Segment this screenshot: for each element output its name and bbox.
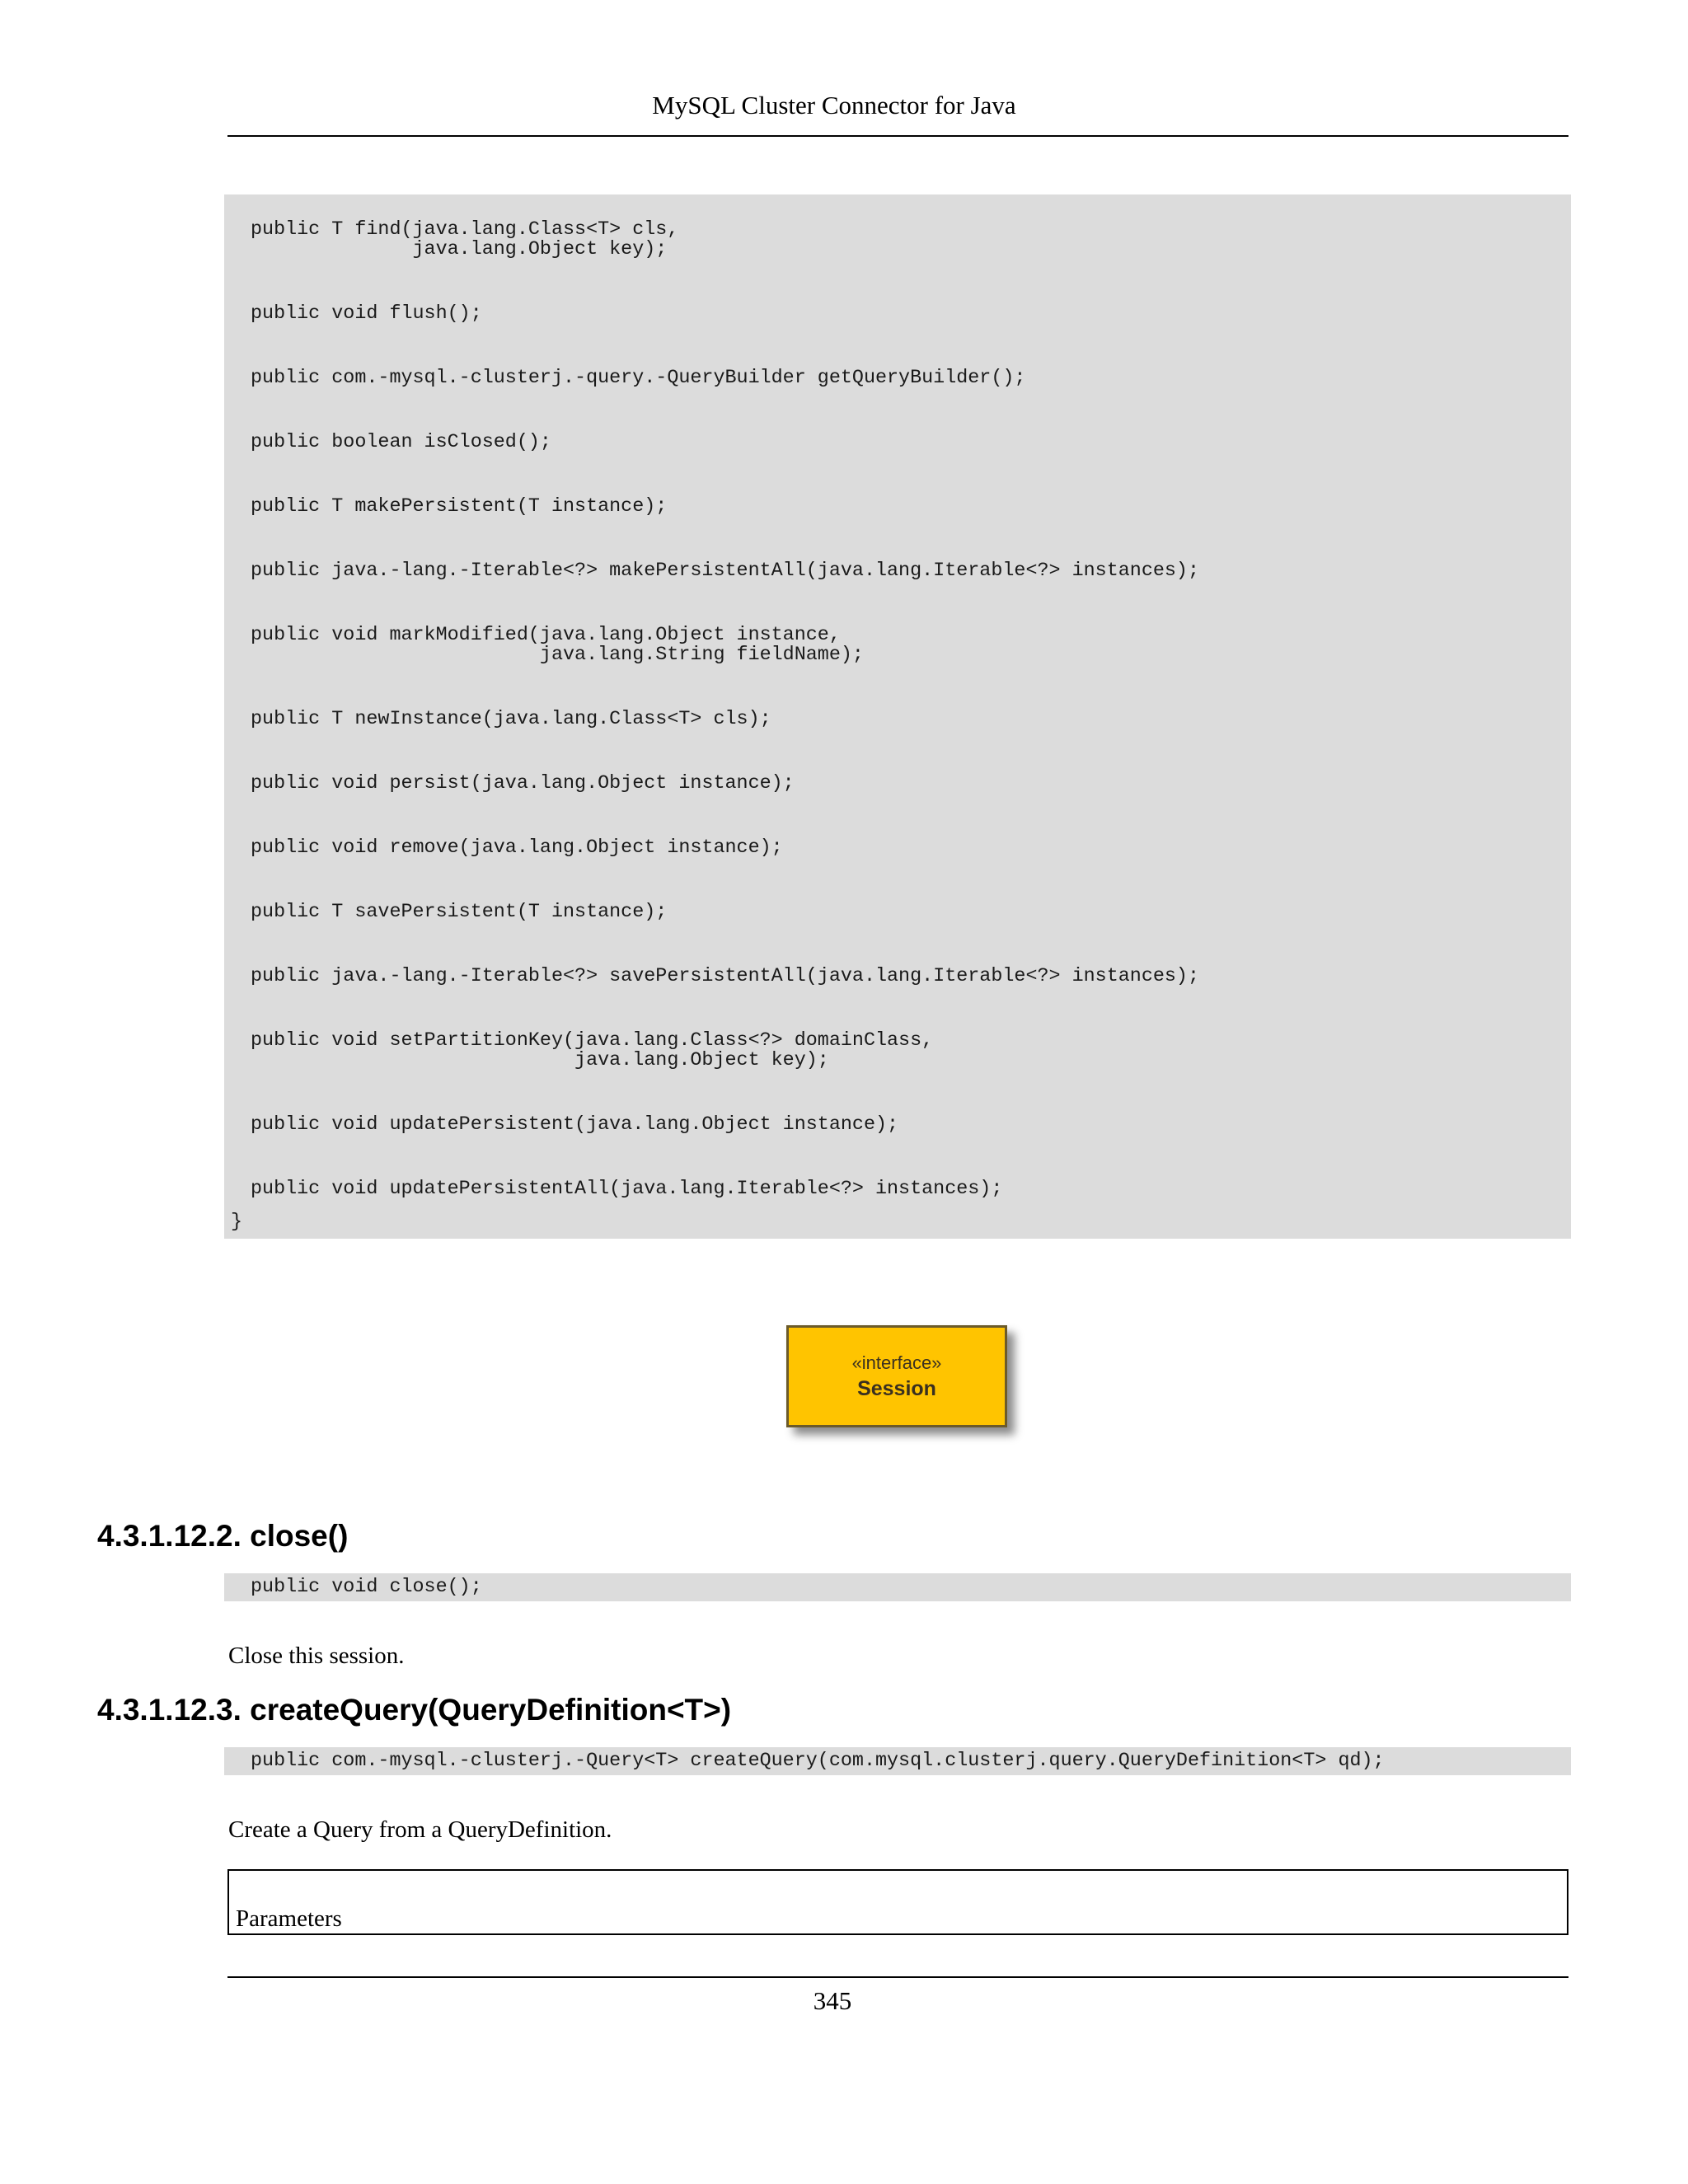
section-heading-create-query: 4.3.1.12.3. createQuery(QueryDefinition<T>): [97, 1693, 732, 1727]
code-line: public T newInstance(java.lang.Class<T> cls);: [251, 709, 771, 730]
uml-stereotype: «interface»: [851, 1352, 942, 1373]
code-line: public void remove(java.lang.Object instance);: [251, 837, 783, 859]
uml-interface-diagram: [786, 1325, 1007, 1427]
code-line: public void flush();: [251, 303, 482, 325]
header-rule: [227, 135, 1568, 137]
uml-class-name: Session: [857, 1377, 936, 1400]
footer-rule: [227, 1976, 1568, 1978]
code-closing-brace: }: [231, 1212, 243, 1233]
code-line: java.lang.Object key);: [251, 239, 668, 260]
code-line: public java.-lang.-Iterable<?> savePersistentAll(java.lang.Iterable<?> instances);: [251, 966, 1200, 987]
close-signature-code: [224, 1573, 1571, 1601]
code-line: public boolean isClosed();: [251, 432, 551, 453]
create-query-description: Create a Query from a QueryDefinition.: [228, 1816, 612, 1843]
code-line: public void setPartitionKey(java.lang.Class<?> domainClass,: [251, 1030, 934, 1052]
code-line: public void updatePersistentAll(java.lang.Iterable<?> instances);: [251, 1179, 1003, 1200]
code-line: public com.-mysql.-clusterj.-query.-QueryBuilder getQueryBuilder();: [251, 368, 1026, 389]
parameters-table: [227, 1869, 1568, 1935]
code-line: java.lang.String fieldName);: [251, 644, 864, 666]
close-description: Close this session.: [228, 1643, 405, 1669]
code-line: public void markModified(java.lang.Object instance,: [251, 625, 841, 646]
code-line: public void persist(java.lang.Object instance);: [251, 773, 795, 794]
code-line: public T find(java.lang.Class<T> cls,: [251, 219, 679, 241]
code-line: java.lang.Object key);: [251, 1050, 829, 1071]
page-number: 345: [813, 1986, 852, 2015]
section-heading-close: 4.3.1.12.2. close(): [97, 1519, 349, 1553]
session-code-listing: [224, 194, 1571, 1239]
parameters-table-header: Parameters: [236, 1905, 342, 1932]
running-header: MySQL Cluster Connector for Java: [652, 91, 1016, 120]
code-line: public T savePersistent(T instance);: [251, 902, 668, 923]
create-query-signature-code: [224, 1747, 1571, 1775]
code-line: public void close();: [251, 1577, 482, 1598]
code-line: public java.-lang.-Iterable<?> makePersistentAll(java.lang.Iterable<?> instances);: [251, 560, 1200, 582]
code-line: public com.-mysql.-clusterj.-Query<T> createQuery(com.mysql.clusterj.query.QueryDefinition<T> qd);: [251, 1750, 1385, 1772]
code-line: public void updatePersistent(java.lang.Object instance);: [251, 1114, 899, 1136]
code-line: public T makePersistent(T instance);: [251, 496, 668, 518]
